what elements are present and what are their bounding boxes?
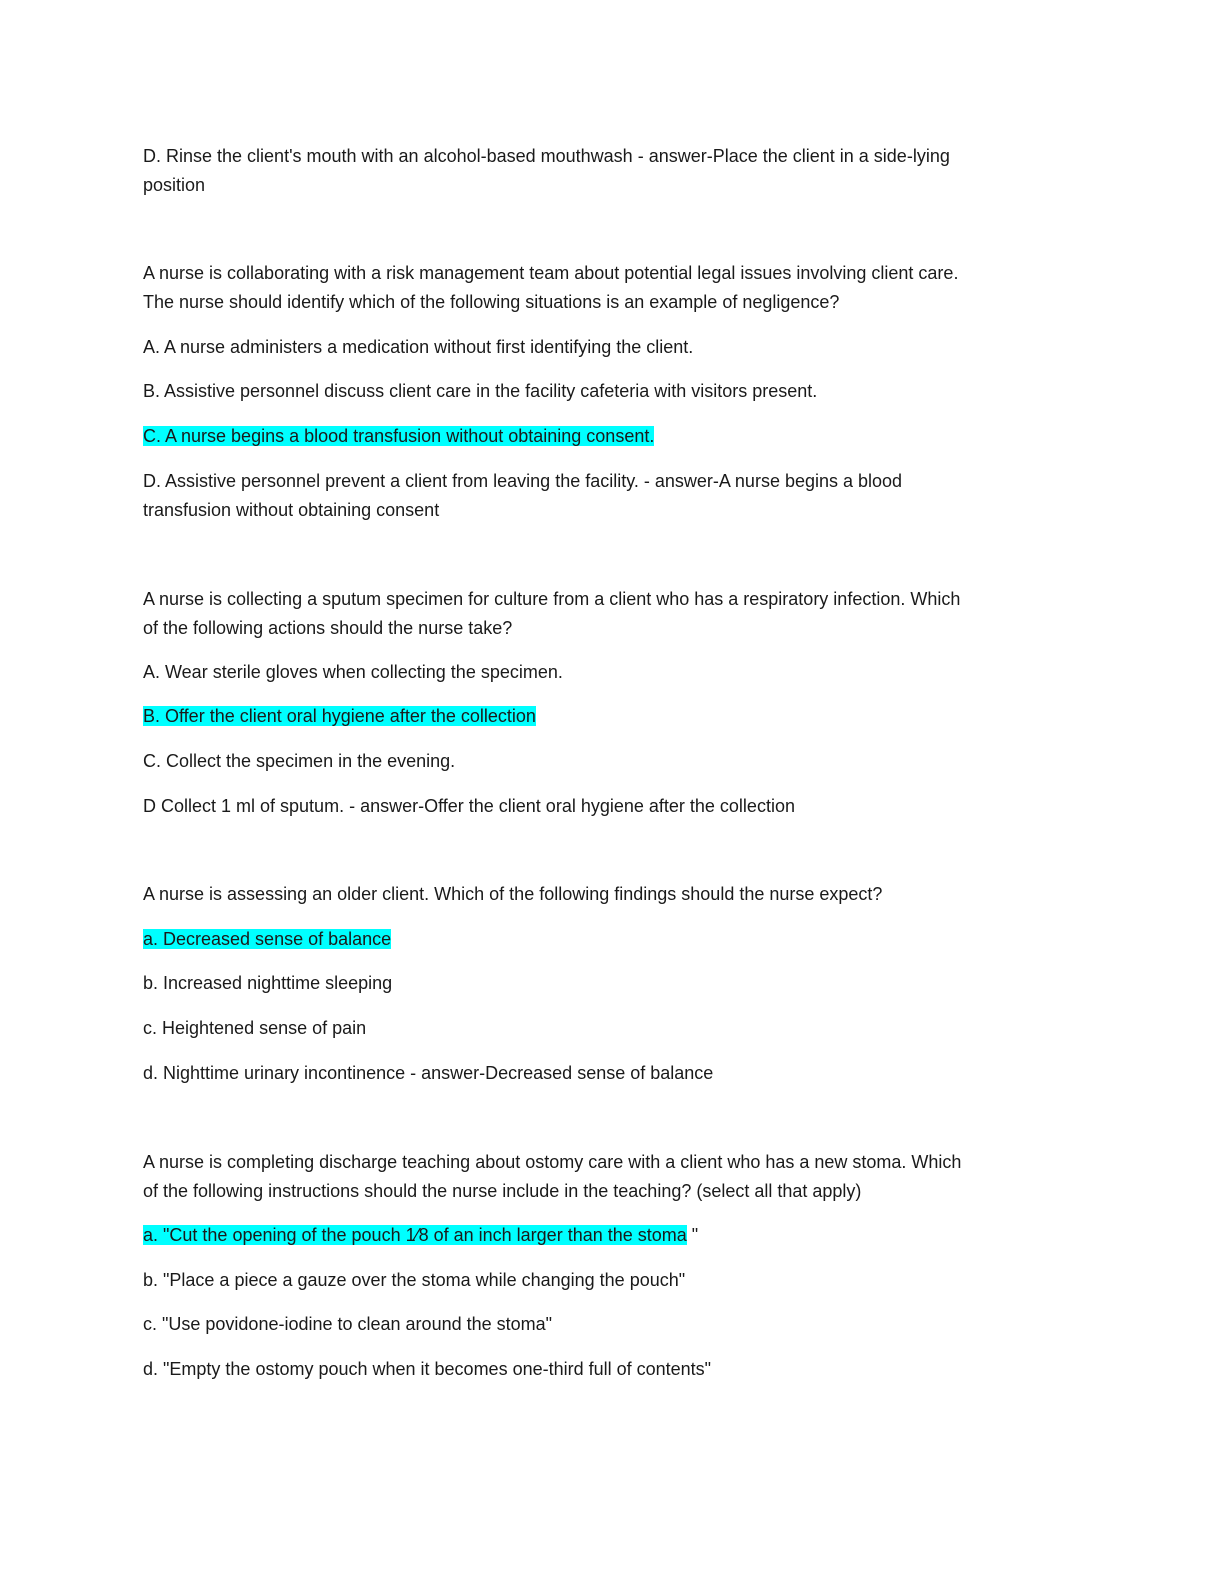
option-c-correct: [143, 422, 654, 451]
option-c: c. "Use povidone-iodine to clean around the stoma": [143, 1314, 553, 1334]
answer-line: transfusion without obtaining consent: [143, 500, 440, 520]
question-text: The nurse should identify which of the following situations is an example of negligence?: [143, 292, 840, 312]
question-text: A nurse is collecting a sputum specimen for culture from a client who has a respiratory infection. Which: [143, 589, 961, 609]
option-d: D. Assistive personnel prevent a client from leaving the facility. - answer-A nurse begins a blood: [143, 471, 903, 491]
option-b-correct: [143, 702, 536, 731]
highlighted-answer: a. Decreased sense of balance: [143, 929, 392, 949]
option-d: D Collect 1 ml of sputum. - answer-Offer the client oral hygiene after the collection: [143, 796, 795, 816]
option-b: b. Increased nighttime sleeping: [143, 973, 393, 993]
closing-quote: ": [686, 1225, 699, 1245]
question-text: A nurse is collaborating with a risk management team about potential legal issues involving client care.: [143, 263, 959, 283]
answer-line: D. Rinse the client's mouth with an alcohol-based mouthwash - answer-Place the client in a side-lying: [143, 146, 950, 166]
option-b: B. Assistive personnel discuss client care in the facility cafeteria with visitors present.: [143, 381, 818, 401]
highlighted-answer: a. "Cut the opening of the pouch 1⁄8 of an inch larger than the stoma: [143, 1225, 687, 1245]
question-text: of the following actions should the nurse take?: [143, 618, 513, 638]
answer-line: position: [143, 175, 206, 195]
option-a: A. Wear sterile gloves when collecting the specimen.: [143, 662, 563, 682]
highlighted-answer: B. Offer the client oral hygiene after the collection: [143, 706, 536, 726]
question-text: of the following instructions should the nurse include in the teaching? (select all that apply): [143, 1181, 862, 1201]
question-text: A nurse is assessing an older client. Which of the following findings should the nurse expect?: [143, 884, 883, 904]
option-a: A. A nurse administers a medication without first identifying the client.: [143, 337, 694, 357]
option-d: d. "Empty the ostomy pouch when it becomes one-third full of contents": [143, 1359, 712, 1379]
option-b: b. "Place a piece a gauze over the stoma while changing the pouch": [143, 1270, 686, 1290]
question-text: A nurse is completing discharge teaching about ostomy care with a client who has a new stoma. Which: [143, 1152, 962, 1172]
option-a-correct: [143, 925, 391, 954]
option-a-correct: [143, 1221, 698, 1250]
option-c: c. Heightened sense of pain: [143, 1018, 367, 1038]
option-c: C. Collect the specimen in the evening.: [143, 751, 456, 771]
option-d: d. Nighttime urinary incontinence - answer-Decreased sense of balance: [143, 1063, 714, 1083]
highlighted-answer: C. A nurse begins a blood transfusion without obtaining consent.: [143, 426, 655, 446]
